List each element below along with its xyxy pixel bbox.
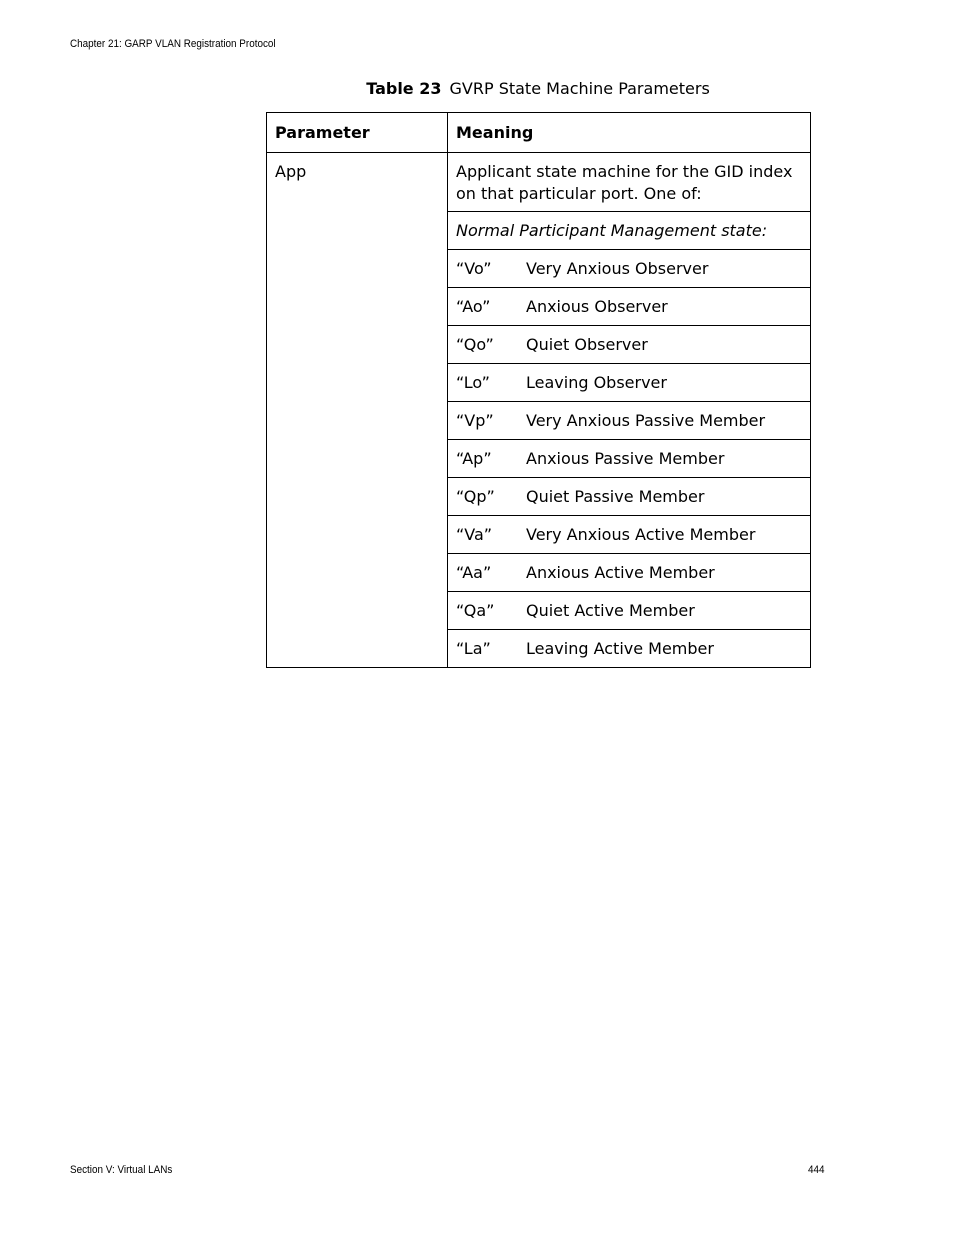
state-cell bbox=[448, 440, 811, 478]
state-code: “Ao” bbox=[456, 296, 491, 316]
meaning-intro-cell: Applicant state machine for the GID index on that particular port. One of: bbox=[448, 153, 811, 212]
meaning-mode-cell: Normal Participant Management state: bbox=[448, 212, 811, 250]
state-code: “Qo” bbox=[456, 334, 494, 354]
table-caption-number: Table 23 bbox=[366, 79, 442, 98]
state-cell bbox=[448, 630, 811, 668]
state-cell bbox=[448, 326, 811, 364]
state-cell bbox=[448, 554, 811, 592]
state-cell bbox=[448, 402, 811, 440]
state-code: “Va” bbox=[456, 524, 493, 544]
state-code: “Vp” bbox=[456, 410, 494, 430]
state-cell bbox=[448, 516, 811, 554]
state-cell bbox=[448, 478, 811, 516]
state-code: “La” bbox=[456, 638, 491, 658]
state-code: “Vo” bbox=[456, 258, 492, 278]
table-header-row bbox=[267, 113, 811, 153]
column-header-parameter: Parameter bbox=[267, 113, 448, 153]
state-meaning: Leaving Observer bbox=[526, 372, 667, 392]
state-meaning: Very Anxious Active Member bbox=[526, 524, 756, 544]
footer-page-number: 444 bbox=[808, 1164, 825, 1176]
column-header-meaning: Meaning bbox=[448, 113, 811, 153]
state-code: “Aa” bbox=[456, 562, 492, 582]
running-header: Chapter 21: GARP VLAN Registration Protocol bbox=[70, 38, 276, 50]
state-meaning: Very Anxious Passive Member bbox=[526, 410, 766, 430]
state-meaning: Anxious Observer bbox=[526, 296, 668, 316]
state-meaning: Quiet Passive Member bbox=[526, 486, 705, 506]
state-meaning: Anxious Passive Member bbox=[526, 448, 725, 468]
state-meaning: Very Anxious Observer bbox=[526, 258, 709, 278]
table-row bbox=[267, 153, 811, 212]
parameter-cell: App bbox=[267, 153, 448, 668]
gvrp-state-machine-table bbox=[266, 112, 811, 668]
state-cell bbox=[448, 250, 811, 288]
state-code: “Qp” bbox=[456, 486, 495, 506]
table-caption-title: GVRP State Machine Parameters bbox=[449, 79, 710, 98]
state-code: “Ap” bbox=[456, 448, 492, 468]
state-meaning: Leaving Active Member bbox=[526, 638, 714, 658]
state-meaning: Anxious Active Member bbox=[526, 562, 715, 582]
table-caption bbox=[266, 79, 810, 98]
state-cell bbox=[448, 364, 811, 402]
state-cell bbox=[448, 288, 811, 326]
footer-section: Section V: Virtual LANs bbox=[70, 1164, 173, 1176]
state-cell bbox=[448, 592, 811, 630]
state-code: “Qa” bbox=[456, 600, 495, 620]
state-meaning: Quiet Observer bbox=[526, 334, 648, 354]
state-meaning: Quiet Active Member bbox=[526, 600, 695, 620]
state-code: “Lo” bbox=[456, 372, 490, 392]
